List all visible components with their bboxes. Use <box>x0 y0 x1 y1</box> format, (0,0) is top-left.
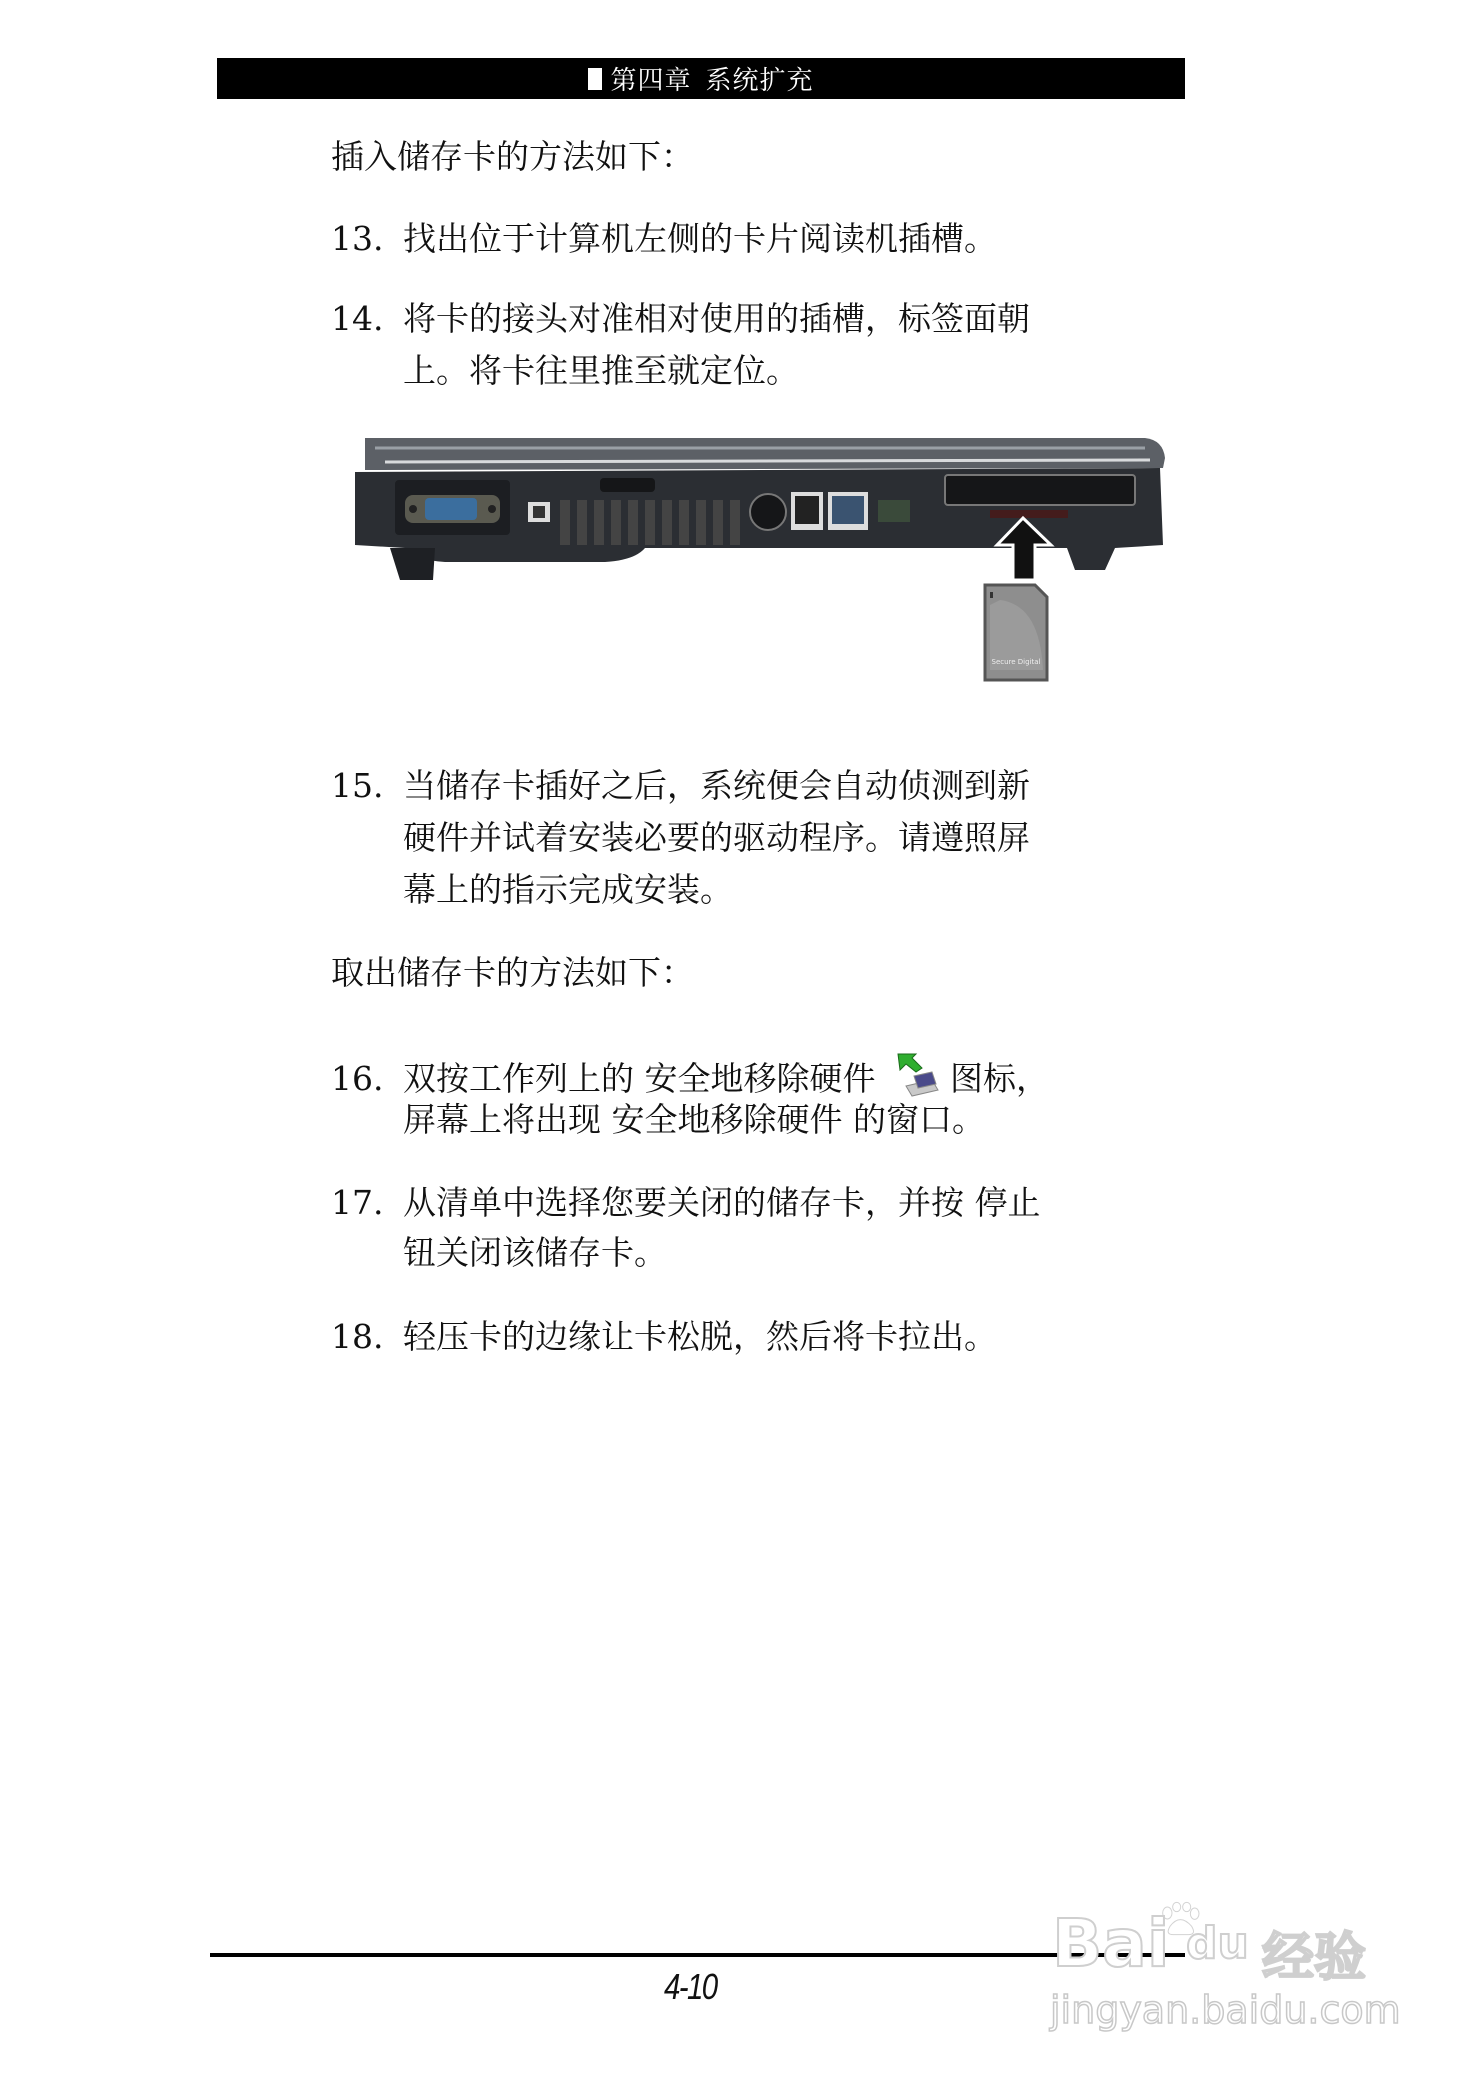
step-text: 将卡的接头对准相对使用的插槽，标签面朝 <box>403 299 1030 338</box>
step-17 <box>331 1183 1041 1223</box>
step-text: 双按工作列上的 安全地移除硬件 <box>403 1059 876 1098</box>
step-text: 轻压卡的边缘让卡松脱，然后将卡拉出。 <box>403 1317 997 1356</box>
footer-rule <box>210 1953 1185 1957</box>
step-16-cont: 屏幕上将出现 安全地移除硬件 的窗口。 <box>403 1100 985 1139</box>
step-text: 当储存卡插好之后，系统便会自动侦测到新 <box>403 766 1030 805</box>
step-15 <box>331 766 1030 806</box>
step-text: 图标， <box>950 1059 1049 1098</box>
watermark-cn: 经验 <box>1262 1928 1367 1988</box>
step-text: 找出位于计算机左侧的卡片阅读机插槽。 <box>403 219 997 258</box>
remove-heading: 取出储存卡的方法如下： <box>331 953 694 992</box>
square-bullet-icon <box>588 68 602 90</box>
safely-remove-hardware-icon <box>892 1050 944 1102</box>
watermark-brand: Bai <box>1052 1905 1170 1982</box>
chapter-title: 系统扩充 <box>705 66 814 96</box>
step-18 <box>331 1317 997 1357</box>
step-16 <box>331 1050 1049 1102</box>
step-text: 从清单中选择您要关闭的储存卡，并按 停止 <box>403 1183 1041 1222</box>
step-number: 17. <box>331 1183 384 1222</box>
step-15-cont: 硬件并试着安装必要的驱动程序。请遵照屏 <box>403 818 1030 857</box>
step-13 <box>331 219 997 259</box>
step-number: 18. <box>331 1317 384 1356</box>
step-14-cont: 上。将卡往里推至就定位。 <box>403 351 799 390</box>
sd-card-label: Secure Digital <box>991 658 1041 666</box>
step-number: 16. <box>331 1059 384 1098</box>
step-15-cont: 幕上的指示完成安装。 <box>403 870 733 909</box>
step-number: 13. <box>331 219 384 258</box>
watermark-url: jingyan.baidu.com <box>1050 1988 1401 2032</box>
watermark-du: du <box>1186 1918 1249 1969</box>
step-17-cont: 钮关闭该储存卡。 <box>403 1233 667 1272</box>
chapter-number: 第四章 <box>610 66 692 96</box>
laptop-sd-card-illustration <box>345 430 1170 685</box>
chapter-header <box>217 58 1185 99</box>
insert-heading: 插入储存卡的方法如下： <box>331 137 694 176</box>
step-14 <box>331 299 1030 339</box>
page-number: 4-10 <box>664 1966 717 2007</box>
step-number: 14. <box>331 299 384 338</box>
step-number: 15. <box>331 766 384 805</box>
